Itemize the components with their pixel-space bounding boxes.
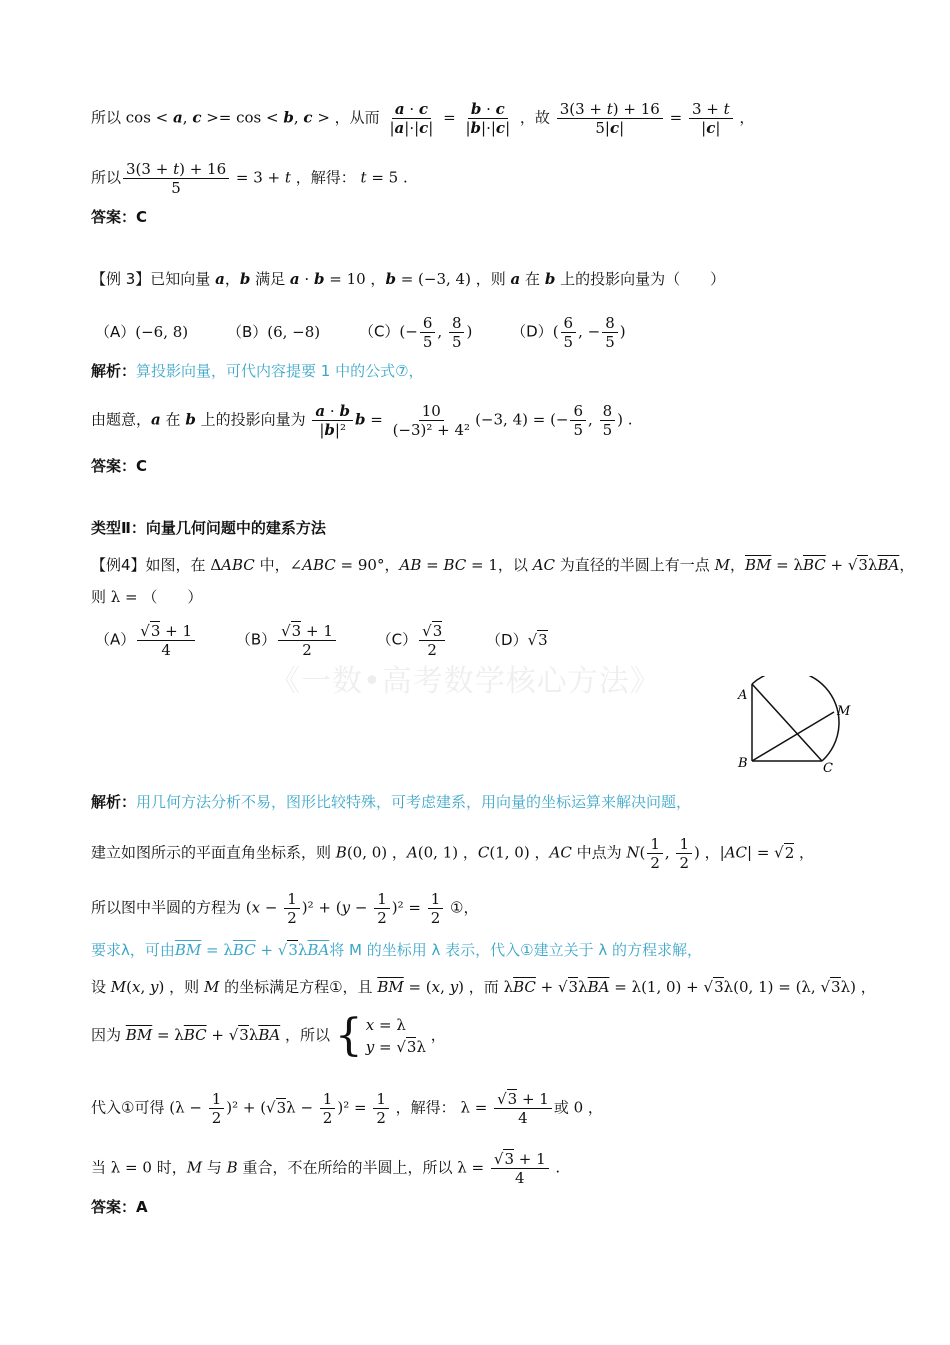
section-2-title: 类型Ⅱ：向量几何问题中的建系方法 — [91, 519, 326, 537]
watermark: 《一数•高考数学核心方法》 — [270, 664, 661, 699]
line-cos-equal: 所以 cos < a, c >= cos < b, c > ，从而 $\frac{a \cdot c}{|a|\cdot|c|}$ = $\frac{b \cdot c}{|b|\cdot|c|}$ ，故 $\frac{3(3 + t) + 16}{5|c|}$ = $\frac{3 + t}{|c|}$ ， — [91, 100, 755, 137]
segment-bm — [752, 712, 834, 761]
line-substitute: 代入①可得 (λ − $\frac{1}{2}$ )² + (√3λ − $\frac{1}{2}$ )² = $\frac{1}{2}$ ，解得： λ = $\frac{√3 + 1}{4}$ 或 0 ， — [91, 1090, 603, 1127]
line-system: 因为 $\overline{BM} = \lambda\overline{BC} + √3\lambda\overline{BA}$ ，所以 { x = λ y = √3λ ， — [91, 1010, 446, 1061]
example-3-head: 【例 3】已知向量 — [91, 270, 211, 288]
example-4-hint-2-post: 将 M 的坐标用 λ 表示，代入①建立关于 λ 的方程求解， — [329, 941, 703, 959]
example-3-solution: 由题意，a 在 b 上的投影向量为 $\frac{a \cdot b}{\text{|b|²}}$ b = $\frac{10}{\text{(−3)² + 4²}}$ (−3, 4) = (− $\frac{6}{5}$ , $\frac{8}{5}$ ) . — [91, 402, 633, 439]
line-conclusion: 当 λ = 0 时，M 与 B 重合，不在所给的半圆上，所以 λ = $\frac{√3 + 1}{4}$ . — [91, 1150, 561, 1187]
line-set-m: 设 M(x, y) ，则 M 的坐标满足方程①，且 $\overline{BM} = (x$, y) ，而 $\lambda\overline{BC} + √3\lambda\overline{BA} = \lambda(1$, 0) + √3λ(0, 1) = (λ, √3λ) ， — [91, 978, 876, 996]
example-4-question: 【例4】如图，在 ΔABC 中，∠ABC = 90°，AB = BC = 1，以 AC 为直径的半圆上有一点 M，$\overline{BM} = \lambda\overline{BC} + √3\lambda\overline{BA}$， — [91, 556, 915, 574]
example-3-hint: 算投影向量，可代内容提要 1 中的公式⑦， — [136, 362, 424, 380]
example-3-question: 【例 3】已知向量 a，b 满足 a · b = 10 ，b = (−3, 4) ，则 a 在 b 上的投影向量为（ ） — [91, 270, 726, 288]
answer-1: 答案：C — [91, 208, 148, 226]
label-a: A — [738, 688, 748, 703]
answer-3: 答案：A — [91, 1198, 148, 1216]
example-4-options: （A） $\frac{√3 + 1}{4}$ （B） $\frac{√3 + 1}{2}$ （C） $\frac{√3}{2}$ （D）√3 — [95, 622, 548, 659]
label-c: C — [823, 761, 833, 776]
line-solve-t: 所以 $\frac{3(3 + t) + 16}{5}$ = 3 + t ，解得： t = 5 . — [91, 160, 408, 197]
triangle-semicircle-figure — [730, 676, 860, 776]
example-3-question-tail: 上的投影向量为（ ） — [560, 270, 726, 288]
example-3-jiexi — [91, 361, 424, 381]
jiexi-label-2: 解析： — [91, 793, 137, 811]
example-4-head: 【例4】如图，在 — [91, 556, 206, 574]
semicircle-arc — [752, 676, 839, 761]
example-4-question-2: 则 λ = （ ） — [91, 588, 203, 606]
label-b: B — [738, 756, 748, 771]
label-m: M — [837, 704, 851, 719]
line-semicircle-equation: 所以图中半圆的方程为 (x − $\frac{1}{2}$ )² + (y − $\frac{1}{2}$ )² = $\frac{1}{2}$ ①， — [91, 890, 479, 927]
example-4-hint-2-pre: 要求λ，可由 — [91, 941, 175, 959]
line-coordinate-system: 建立如图所示的平面直角坐标系，则 B(0, 0) ，A(0, 1) ，C(1, 0) ，AC 中点为 N( $\frac{1}{2}$ , $\frac{1}{2}$ ) ，|AC| = √2 ， — [91, 835, 815, 872]
example-4-jiexi — [91, 792, 691, 812]
example-4-hint-2-line: 要求λ，可由$\overline{BM} = \lambda\overline{BC} + √3\lambda\overline{BA}$将 M 的坐标用 λ 表示，代入①建立关于 λ 的方程求解， — [91, 941, 703, 959]
example-4-hint-1: 用几何方法分析不易，图形比较特殊，可考虑建系，用向量的坐标运算来解决问题， — [136, 793, 692, 811]
answer-2: 答案：C — [91, 457, 148, 475]
segment-ac — [752, 684, 822, 761]
jiexi-label: 解析： — [91, 362, 137, 380]
example-3-options: （A）(−6, 8) （B）(6, −8) （C）(− $\frac{6}{5}$ , $\frac{8}{5}$ ) （D）( $\frac{6}{5}$ , − $\frac{8}{5}$ ) — [95, 314, 626, 351]
